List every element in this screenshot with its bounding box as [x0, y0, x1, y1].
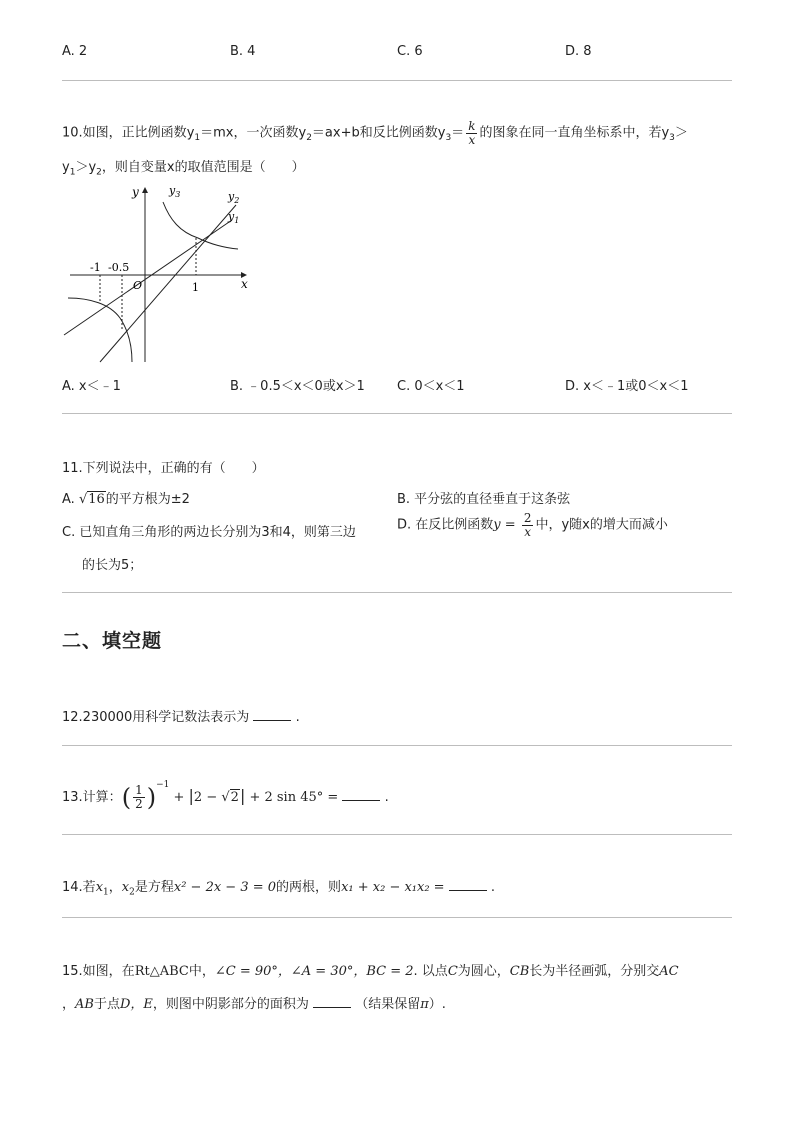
q9-option-b[interactable]: B. 4: [230, 44, 256, 59]
q10-line2-end: ，则自变量x的取值范围是（ ）: [101, 160, 305, 175]
q11-option-d[interactable]: [397, 512, 668, 538]
section-title: 二、填空题: [62, 630, 163, 652]
q10-stem-line2: [62, 156, 305, 178]
q15-l2e: ，则图中阴影部分的面积为: [152, 997, 309, 1012]
q11-d-num: 2: [523, 511, 532, 525]
y1-line: [64, 220, 232, 335]
q10-line2-sub2: 2: [96, 167, 102, 178]
q13-abs-body: 2 −: [193, 790, 222, 805]
q11-d-prefix: D. 在反比例函数: [397, 517, 494, 533]
q10-eq2: ＝ax+b和反比例函数: [311, 125, 438, 141]
q13-abs-close: |: [239, 786, 246, 805]
q10-line2-sub1: 1: [69, 167, 76, 178]
q13-end: .: [384, 790, 389, 805]
sqrt-radicand: 16: [88, 492, 105, 507]
label-x: x: [241, 277, 248, 291]
q15-ab: AB: [75, 997, 94, 1012]
divider: [62, 745, 732, 746]
q15-l1d: . 以点: [413, 964, 448, 979]
tick-1: 1: [192, 281, 199, 294]
q15-l2f: （结果保留: [355, 997, 421, 1012]
q13-rest: + 2 sin 45° =: [245, 790, 343, 805]
q11-c-line2: 的长为5；: [82, 558, 143, 573]
q15-l2h: ）.: [428, 997, 446, 1012]
q14-end: .: [490, 880, 495, 895]
q14-sub2: 2: [129, 887, 135, 898]
q10-fraction: [466, 120, 477, 146]
q12-question: [62, 706, 300, 725]
label-y3: $y_3$: [169, 184, 181, 199]
q11-a-prefix: A.: [62, 492, 79, 507]
q14-equation: x² − 2x − 3 = 0: [173, 880, 277, 895]
q15-point-c: C: [447, 964, 458, 979]
q11-option-a[interactable]: [62, 488, 190, 507]
divider: [62, 917, 732, 918]
q10-line2-gt: ＞y: [75, 160, 97, 175]
q15-ac: AC: [659, 964, 679, 979]
q10-y2: y: [298, 125, 307, 141]
q10-y2-sub: 2: [306, 133, 312, 144]
q10-y3: y: [437, 125, 446, 141]
q13-abs-open: |: [188, 786, 194, 805]
q14-sub1: 1: [103, 887, 109, 898]
q15-l1h: 长为半径画弧，分别交: [529, 964, 660, 979]
q15-points-de: D，E: [119, 997, 153, 1012]
q12-end: .: [295, 710, 300, 725]
q13-paren-close: ): [146, 783, 157, 812]
sqrt-16: √16: [78, 492, 105, 507]
q13-question: 13.计算：( $\frac{1}{2}$ )$^{-1}$ + |2 − √2| + 2 sin 45° = .: [62, 780, 389, 812]
q13-paren-open: (: [121, 783, 132, 812]
q10-option-c[interactable]: C. 0＜x＜1: [397, 379, 465, 394]
q15-l1b: 中，: [188, 964, 215, 979]
q10-stem-line1: [62, 120, 688, 146]
q13-prefix: 13.计算：: [62, 790, 122, 805]
q10-line2-y1: y: [62, 160, 70, 175]
q11-stem: 11.下列说法中，正确的有（ ）: [62, 461, 265, 476]
divider: [62, 592, 732, 593]
q15-triangle: Rt△ABC: [134, 964, 189, 979]
label-y2: $y_2$: [228, 190, 240, 205]
q15-pi: π: [420, 997, 429, 1012]
q14-x1: x: [95, 880, 104, 895]
q15-l2a: ，: [62, 997, 76, 1012]
divider: [62, 834, 732, 835]
divider: [62, 413, 732, 414]
q14-expression: x₁ + x₂ − x₁x₂ =: [341, 880, 449, 895]
q14-x2: x: [121, 880, 130, 895]
q9-option-a[interactable]: A. 2: [62, 44, 88, 59]
y2-line: [100, 205, 236, 362]
label-y1: $y_1$: [228, 210, 240, 225]
tick-neg05: -0.5: [108, 261, 130, 274]
q13-frac-den: 2: [135, 797, 143, 811]
q10-cond-sub3: 3: [669, 133, 675, 144]
q11-d-den: x: [524, 524, 532, 539]
q11-d-y: y: [493, 517, 501, 533]
q10-cond-gt: ＞: [674, 125, 688, 141]
q11-d-suffix: 中，y随x的增大而减小: [535, 517, 668, 533]
label-origin: O: [133, 279, 143, 292]
q10-eq3: ＝: [451, 125, 465, 141]
q10-y3-sub: 3: [445, 133, 452, 144]
tick-neg1: -1: [90, 261, 101, 274]
q13-sqrt-radicand: 2: [230, 790, 239, 805]
q13-answer-blank[interactable]: [342, 790, 380, 801]
q14-comma: ，: [108, 880, 122, 895]
q10-y1: y: [186, 125, 195, 141]
q12-text: 12.230000用科学记数法表示为: [62, 710, 250, 725]
q15-line1: [62, 960, 679, 979]
q15-conditions: ∠C = 90°，∠A = 30°，BC = 2: [214, 964, 414, 979]
q11-option-c[interactable]: [62, 521, 356, 573]
q14-mid: 是方程: [134, 880, 174, 895]
q9-option-c[interactable]: C. 6: [397, 44, 423, 59]
q10-prefix: 10.如图，正比例函数: [62, 125, 187, 141]
q12-answer-blank[interactable]: [253, 710, 291, 721]
q15-cb: CB: [509, 964, 530, 979]
q11-a-suffix: 的平方根为±2: [105, 492, 190, 507]
q14-answer-blank[interactable]: [449, 880, 487, 891]
q14-mid2: 的两根，则: [276, 880, 342, 895]
q10-frac-den: x: [468, 132, 476, 147]
q10-frac-num: k: [468, 119, 476, 133]
q11-option-b[interactable]: B. 平分弦的直径垂直于这条弦: [397, 492, 571, 507]
q10-option-d[interactable]: D. x＜﹣1或0＜x＜1: [565, 379, 689, 394]
q9-option-d[interactable]: D. 8: [565, 44, 592, 59]
q10-option-a[interactable]: A. x＜﹣1: [62, 379, 121, 394]
q13-sqrt: √2: [221, 790, 239, 805]
label-y: y: [132, 185, 139, 199]
q11-d-fraction: [522, 512, 534, 538]
divider: [62, 80, 732, 81]
q13-exponent: −1: [156, 780, 170, 790]
q11-c-line1: C. 已知直角三角形的两边长分别为3和4，则第三边: [62, 525, 356, 540]
q14-prefix: 14.若: [62, 880, 96, 895]
q13-frac-num: 1: [135, 783, 143, 798]
q14-question: [62, 876, 495, 898]
q15-l1f: 为圆心，: [457, 964, 510, 979]
q10-option-b[interactable]: B. ﹣0.5＜x＜0或x＞1: [230, 379, 365, 394]
q15-answer-blank[interactable]: [313, 997, 351, 1008]
q10-eq1: ＝mx，一次函数: [200, 125, 299, 141]
q10-y1-sub: 1: [194, 133, 201, 144]
q15-l1a: 15.如图，在: [62, 964, 135, 979]
q10-suffix: 的图象在同一直角坐标系中，若y: [479, 125, 670, 141]
q10-function-graph: [60, 180, 260, 366]
q15-l2c: 于点: [93, 997, 120, 1012]
q15-line2: [62, 993, 446, 1012]
q11-d-eq: =: [500, 517, 520, 533]
q13-fraction: [133, 784, 145, 810]
